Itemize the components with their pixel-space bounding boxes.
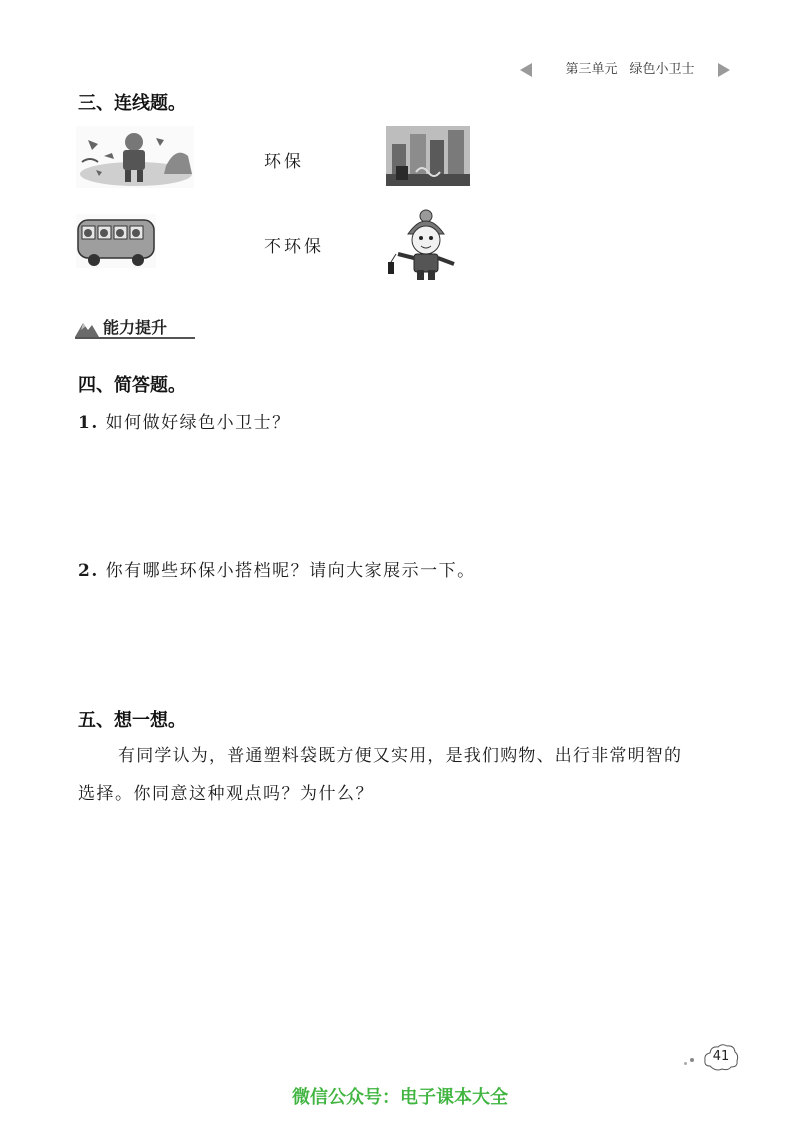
question-2-number: 2.: [78, 561, 99, 581]
question-1-text: 如何做好绿色小卫士？: [105, 413, 291, 433]
match-label-eco: 环保: [264, 152, 304, 172]
decorative-dot: [690, 1058, 694, 1062]
question-2-text: 你有哪些环保小搭档呢？请向大家展示一下。: [105, 561, 476, 581]
child-firecracker-illustration: [384, 208, 462, 282]
unit-label: 第三单元: [565, 62, 618, 77]
running-header: [520, 58, 730, 82]
section5-heading: 五、想一想。: [78, 710, 186, 731]
watermark-text: 微信公众号：电子课本大全: [292, 1087, 508, 1108]
school-bus-illustration: [76, 214, 156, 268]
decorative-dot: [684, 1062, 687, 1065]
question-1-number: 1.: [78, 413, 99, 433]
section4-heading: 四、简答题。: [78, 375, 186, 396]
section5-paragraph-line-2: 选择。你同意这种观点吗？为什么？: [78, 784, 374, 804]
page-number-badge: [702, 1042, 740, 1074]
section3-heading: 三、连线题。: [78, 93, 186, 114]
city-pollution-illustration: [386, 126, 470, 186]
match-label-not-eco: 不环保: [264, 237, 324, 257]
ability-banner-label: 能力提升: [103, 318, 168, 337]
page-number: 41: [712, 1049, 730, 1064]
question-1: [78, 408, 291, 433]
mountain-icon: [75, 319, 99, 337]
left-triangle-icon: [520, 63, 532, 77]
ability-banner: [75, 313, 195, 339]
right-triangle-icon: [718, 63, 730, 77]
unit-title: 绿色小卫士: [629, 62, 695, 77]
section5-paragraph-line-1: 有同学认为，普通塑料袋既方便又实用，是我们购物、出行非常明智的: [118, 746, 683, 766]
banner-underline: [75, 337, 195, 339]
question-2: [78, 556, 476, 581]
litter-illustration: [76, 126, 194, 188]
